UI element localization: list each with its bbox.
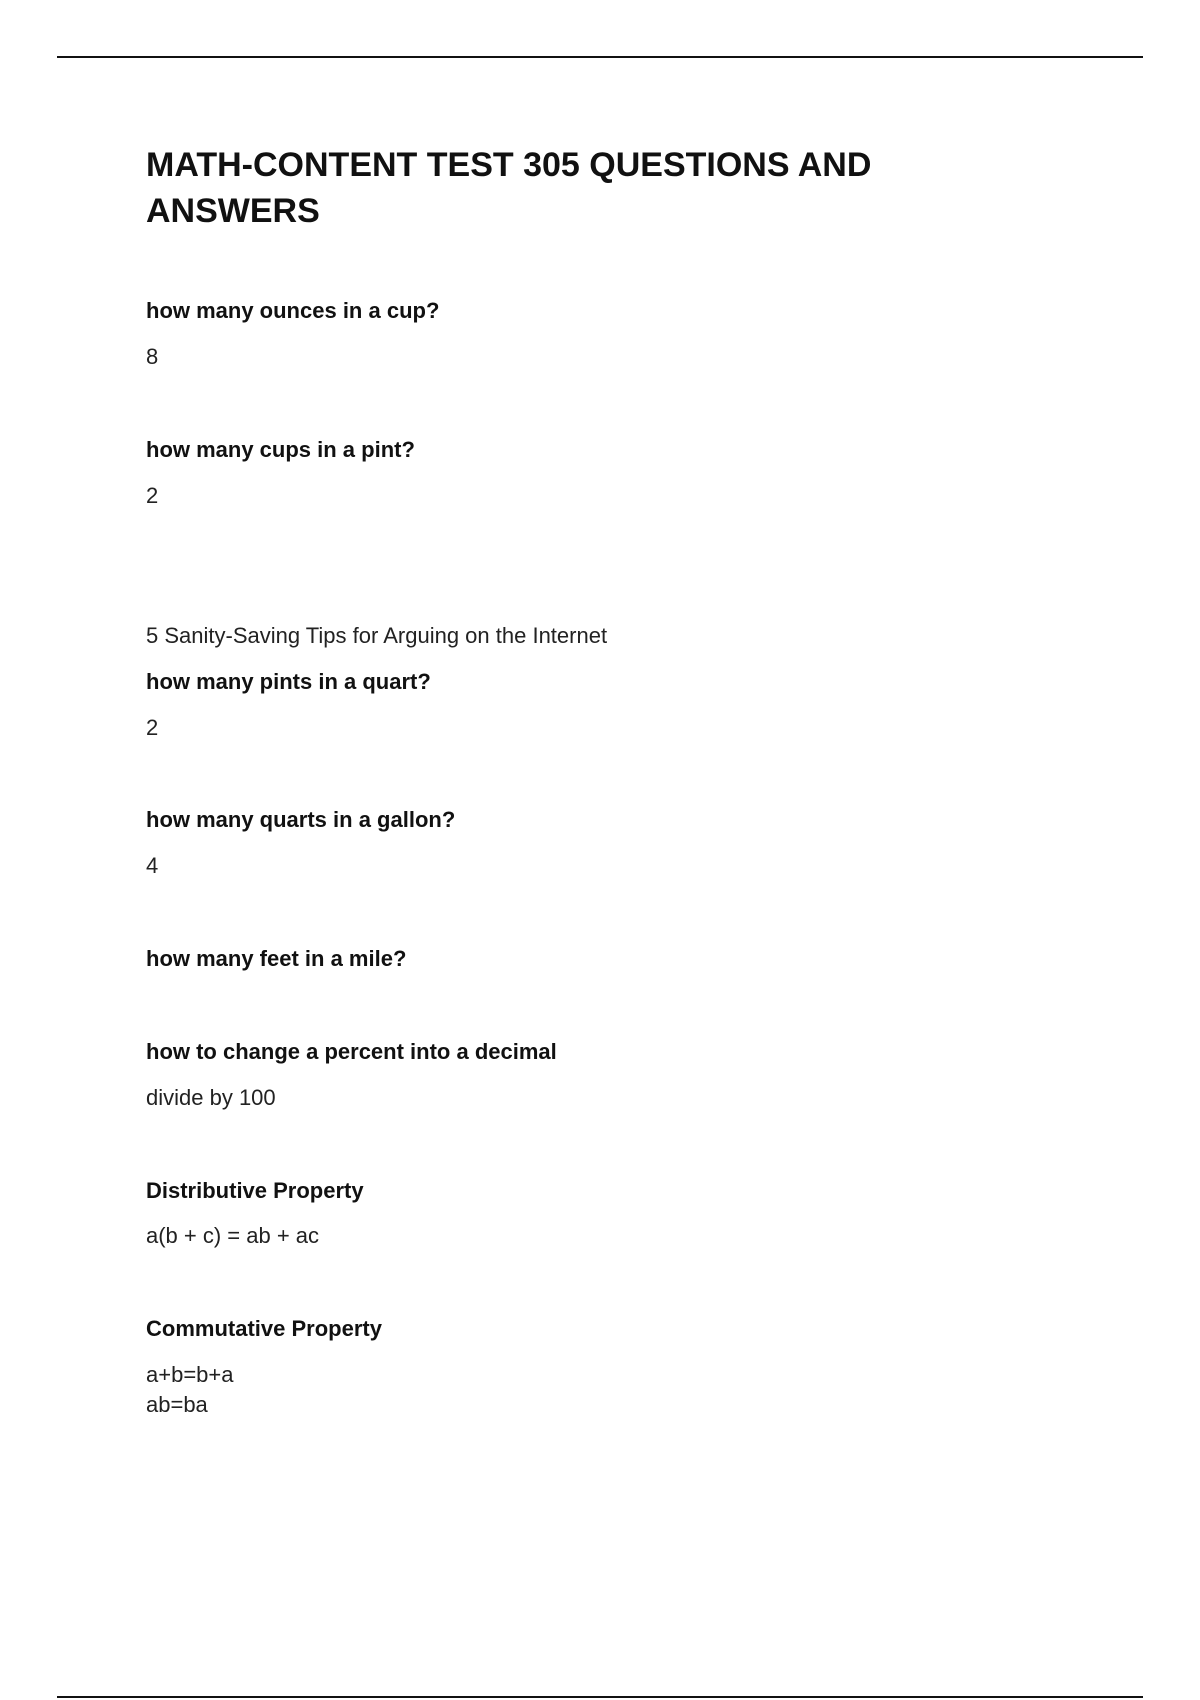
question-ounces-in-cup: how many ounces in a cup?	[146, 298, 440, 323]
answer-quarts-in-gallon: 4	[146, 853, 159, 878]
top-divider	[57, 56, 1143, 58]
page-title: MATH-CONTENT TEST 305 QUESTIONS AND ANSWERS	[146, 146, 872, 230]
answer-ounces-in-cup: 8	[146, 344, 159, 369]
answer-distributive-property: a(b + c) = ab + ac	[146, 1223, 320, 1248]
question-percent-to-decimal: how to change a percent into a decimal	[146, 1039, 557, 1064]
answer-cups-in-pint: 2	[146, 483, 159, 508]
question-distributive-property: Distributive Property	[146, 1178, 364, 1203]
answer-pints-in-quart: 2	[146, 715, 159, 740]
bottom-divider	[57, 1696, 1143, 1698]
question-cups-in-pint: how many cups in a pint?	[146, 437, 415, 462]
question-commutative-property: Commutative Property	[146, 1316, 382, 1341]
answer-commutative-property: a+b=b+a ab=ba	[146, 1362, 234, 1417]
question-quarts-in-gallon: how many quarts in a gallon?	[146, 807, 456, 832]
promo-link-text[interactable]: 5 Sanity-Saving Tips for Arguing on the Internet	[146, 623, 608, 648]
answer-percent-to-decimal: divide by 100	[146, 1085, 276, 1110]
question-pints-in-quart: how many pints in a quart?	[146, 669, 431, 694]
question-feet-in-mile: how many feet in a mile?	[146, 946, 407, 971]
